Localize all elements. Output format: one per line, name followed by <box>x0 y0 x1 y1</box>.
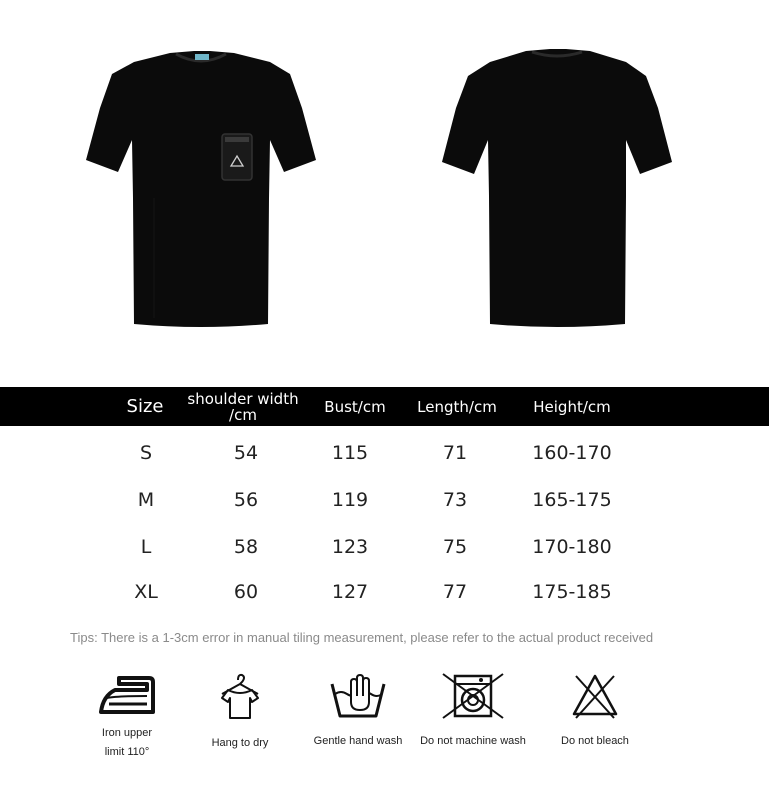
cell-shoulder: 56 <box>233 489 259 511</box>
cell-height: 175-185 <box>532 581 612 603</box>
cell-size: XL <box>134 581 158 603</box>
care-no-machine-wash-label: Do not machine wash <box>420 735 526 747</box>
header-height: Height/cm <box>533 397 611 416</box>
cell-size: L <box>140 536 152 558</box>
care-hand-wash-label: Gentle hand wash <box>313 735 403 747</box>
cell-length: 73 <box>442 489 468 511</box>
cell-height: 165-175 <box>532 489 612 511</box>
cell-size: M <box>137 489 155 511</box>
table-row <box>0 485 769 515</box>
header-shoulder-width <box>178 387 308 426</box>
table-row <box>0 532 769 562</box>
cell-shoulder: 54 <box>233 442 259 464</box>
care-iron-label-line1: Iron upper <box>101 727 153 739</box>
cell-shoulder: 60 <box>233 581 259 603</box>
care-hang <box>200 672 280 753</box>
table-row <box>0 577 769 607</box>
cell-bust: 123 <box>331 536 369 558</box>
cell-length: 71 <box>442 442 468 464</box>
cell-length: 77 <box>442 581 468 603</box>
care-hang-label: Hang to dry <box>211 737 269 749</box>
tshirt-back-image <box>440 46 674 332</box>
measurement-tips: Tips: There is a 1-3cm error in manual tiling measurement, please refer to the actual product received <box>70 630 654 645</box>
cell-bust: 119 <box>331 489 369 511</box>
care-no-bleach-label: Do not bleach <box>561 735 629 747</box>
size-table-header <box>0 387 769 426</box>
care-iron-label-line2: limit 110° <box>104 746 150 758</box>
cell-bust: 115 <box>331 442 369 464</box>
iron-icon <box>97 672 157 718</box>
no-machine-wash-icon <box>441 672 505 720</box>
cell-length: 75 <box>442 536 468 558</box>
tshirt-front-image <box>84 48 318 332</box>
hand-wash-icon <box>329 672 387 720</box>
care-iron <box>86 672 168 762</box>
care-hand-wash <box>306 672 410 751</box>
header-shoulder-line1: shoulder width <box>187 389 299 408</box>
cell-bust: 127 <box>331 581 369 603</box>
cell-size: S <box>139 442 153 464</box>
care-no-machine-wash <box>410 672 536 751</box>
cell-shoulder: 58 <box>233 536 259 558</box>
table-row <box>0 438 769 468</box>
care-no-bleach <box>548 672 642 751</box>
header-size: Size <box>126 396 164 417</box>
header-shoulder-line2: /cm <box>229 405 257 424</box>
hanger-icon <box>218 672 262 722</box>
cell-height: 170-180 <box>532 536 612 558</box>
header-bust: Bust/cm <box>324 397 386 416</box>
header-length: Length/cm <box>417 397 497 416</box>
no-bleach-icon <box>570 672 620 720</box>
cell-height: 160-170 <box>532 442 612 464</box>
